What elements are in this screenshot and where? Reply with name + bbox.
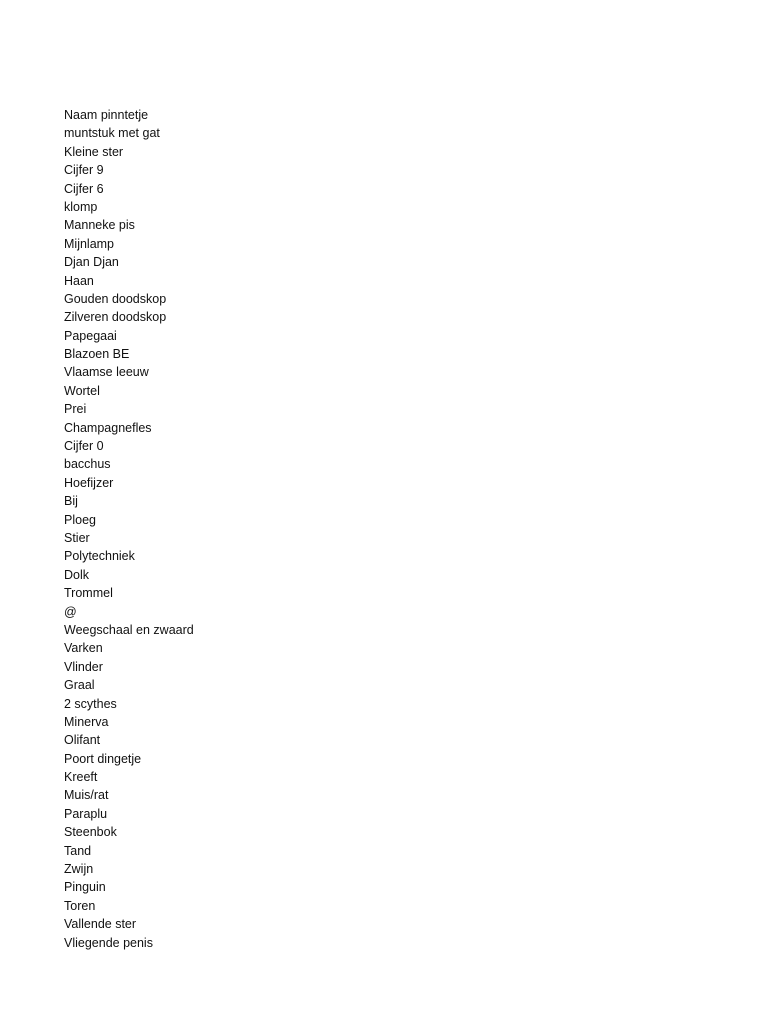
list-header: Naam pinntetje [64, 108, 149, 122]
list-item: Poort dingetje [64, 751, 142, 766]
list-item: Olifant [64, 733, 101, 748]
list-item: Gouden doodskop [64, 291, 167, 306]
list-item: Hoefijzer [64, 475, 114, 490]
list-item: Stier [64, 530, 90, 545]
list-item: Bij [64, 494, 78, 509]
list-item: Steenbok [64, 825, 117, 840]
item-list [64, 106, 194, 952]
list-item: klomp [64, 199, 98, 214]
list-item: Tand [64, 843, 92, 858]
list-item: 2 scythes [64, 696, 117, 711]
list-item: Polytechniek [64, 549, 135, 564]
list-item: Mijnlamp [64, 236, 115, 251]
list-item: Kleine ster [64, 144, 124, 159]
list-item: Cijfer 0 [64, 439, 104, 454]
list-item: Cijfer 6 [64, 181, 104, 196]
list-item: Trommel [64, 586, 113, 601]
list-item: Ploeg [64, 512, 96, 527]
list-item: Papegaai [64, 328, 117, 343]
list-item: Minerva [64, 714, 109, 729]
list-item: Toren [64, 898, 96, 913]
list-item: Djan Djan [64, 255, 119, 270]
list-item: Manneke pis [64, 218, 135, 233]
list-item: Zilveren doodskop [64, 310, 167, 325]
list-item: Blazoen BE [64, 347, 130, 362]
list-item: muntstuk met gat [64, 126, 160, 141]
list-item: Zwijn [64, 862, 94, 877]
list-item: Varken [64, 641, 103, 656]
list-item: Haan [64, 273, 94, 288]
list-item: Vliegende penis [64, 935, 153, 950]
list-item: Champagnefles [64, 420, 152, 435]
list-item: Wortel [64, 383, 100, 398]
list-item: Vlinder [64, 659, 103, 674]
list-item: Muis/rat [64, 788, 109, 803]
list-item: Prei [64, 402, 87, 417]
list-item: Paraplu [64, 806, 108, 821]
list-item: Dolk [64, 567, 90, 582]
list-item: Weegschaal en zwaard [64, 622, 194, 637]
list-item: Pinguin [64, 880, 106, 895]
list-item: Kreeft [64, 770, 98, 785]
list-item: Cijfer 9 [64, 163, 104, 178]
list-item: bacchus [64, 457, 111, 472]
list-item: Vlaamse leeuw [64, 365, 149, 380]
list-item: Graal [64, 678, 95, 693]
list-item: Vallende ster [64, 917, 137, 932]
list-item: @ [64, 604, 77, 619]
